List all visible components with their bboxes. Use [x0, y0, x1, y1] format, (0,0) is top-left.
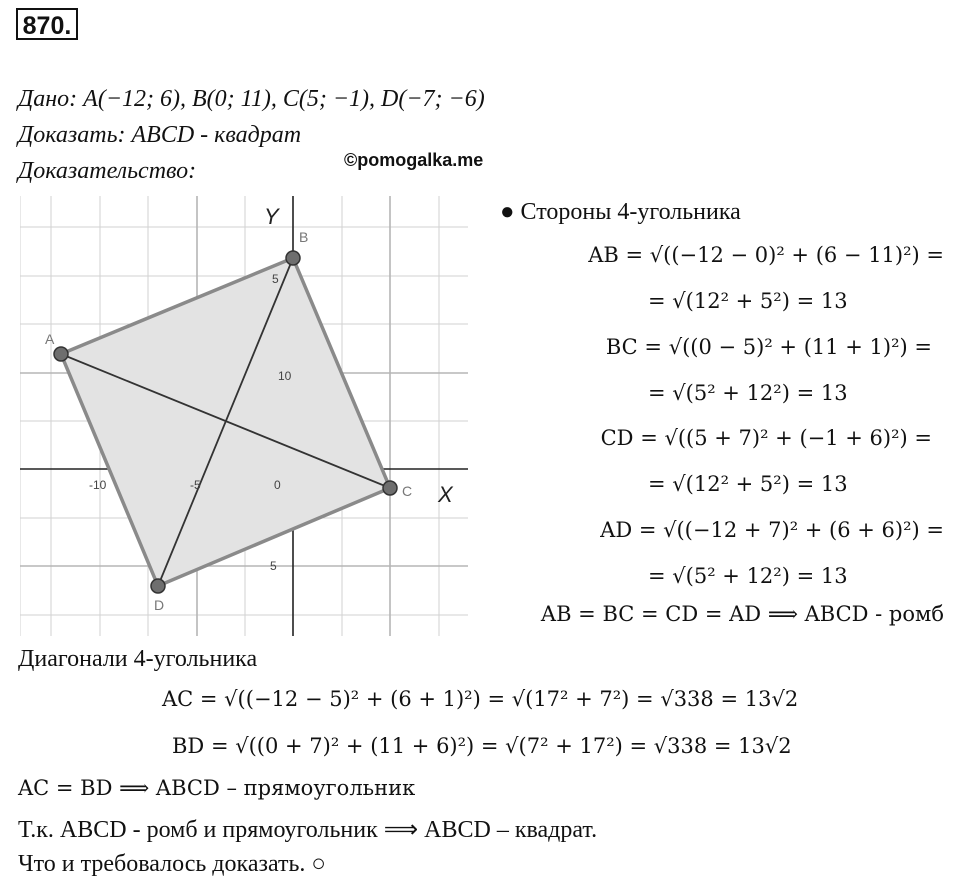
sides-header: ● Стороны 4-угольника: [500, 199, 741, 225]
point-label-a: A: [45, 331, 55, 347]
point-label-d: D: [154, 597, 165, 613]
watermark: ©pomogalka.me: [344, 150, 484, 170]
axis-label-x: X: [438, 482, 453, 507]
diagonals-header: Диагонали 4-угольника: [18, 646, 258, 672]
bc-formula: BC = √((0 − 5)² + (11 + 1)²) =: [605, 335, 932, 359]
ad-result: = √(5² + 12²) = 13: [648, 564, 848, 588]
point-label-c: C: [402, 483, 413, 499]
given-line: Дано: A(−12; 6), B(0; 11), C(5; −1), D(−7; −6): [18, 86, 485, 112]
point-a: [54, 347, 68, 361]
qed-line: Что и требовалось доказать. ○: [18, 851, 326, 877]
tick-x-minus5: -5: [190, 478, 201, 492]
cd-formula: CD = √((5 + 7)² + (−1 + 6)²) =: [600, 426, 932, 450]
square-conclusion: Т.к. ABCD - ромб и прямоугольник ⟹ ABCD – квадрат.: [18, 817, 598, 843]
point-d: [151, 579, 165, 593]
tick-y-5: 10: [278, 369, 292, 383]
point-b: [286, 251, 300, 265]
axis-label-y: Y: [264, 204, 279, 229]
proof-label: Доказательство:: [18, 158, 197, 184]
point-c: [383, 481, 397, 495]
problem-number: 870.: [16, 8, 78, 40]
ac-formula: AC = √((−12 − 5)² + (6 + 1)²) = √(17² + 7²) = √338 = 13√2: [162, 687, 799, 711]
ab-result: = √(12² + 5²) = 13: [648, 289, 848, 313]
bc-result: = √(5² + 12²) = 13: [648, 381, 848, 405]
tick-origin: 0: [274, 478, 281, 492]
prove-line: Доказать: ABCD - квадрат: [18, 122, 302, 148]
cd-result: = √(12² + 5²) = 13: [648, 472, 848, 496]
ab-formula: AB = √((−12 − 0)² + (6 − 11)²) =: [588, 243, 944, 267]
rhombus-conclusion: AB = BC = CD = AD ⟹ ABCD - ромб: [540, 602, 944, 626]
tick-y-10: 5: [272, 272, 279, 286]
bd-formula: BD = √((0 + 7)² + (11 + 6)²) = √(7² + 17²) = √338 = 13√2: [172, 734, 792, 758]
tick-y-minus5: 5: [270, 559, 277, 573]
coordinate-graph: [20, 196, 468, 636]
point-label-b: B: [299, 229, 309, 245]
tick-x-minus10: -10: [89, 478, 107, 492]
ad-formula: AD = √((−12 + 7)² + (6 + 6)²) =: [600, 518, 944, 542]
rectangle-conclusion: AC = BD ⟹ ABCD – прямоугольник: [18, 776, 416, 800]
